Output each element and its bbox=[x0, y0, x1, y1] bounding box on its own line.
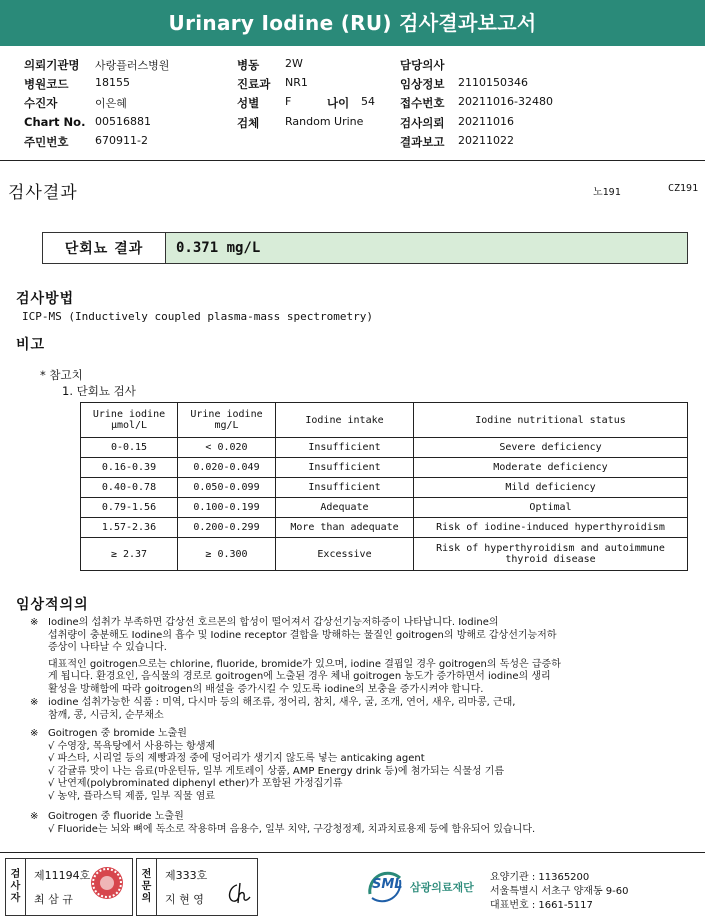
signature-icon bbox=[223, 881, 253, 907]
examiner-label: 검 사 자 bbox=[6, 859, 26, 915]
age-label: 나이 bbox=[327, 96, 350, 110]
sig-line: 대표적인 goitrogen으로는 chlorine, fluoride, bromide가 있으며, iodine 결핍일 경우 goitrogen의 독성은 급증하 bbox=[48, 658, 561, 670]
sig-list-item: √ 수영장, 목욕탕에서 사용하는 항생제 bbox=[48, 740, 216, 752]
note-mark: ※ bbox=[30, 728, 39, 739]
cell-intake: Insufficient bbox=[276, 438, 414, 458]
note-mark: ※ bbox=[30, 811, 39, 822]
receipt-label: 접수번호 bbox=[400, 96, 445, 110]
rrn-label: 주민번호 bbox=[24, 135, 69, 149]
cell-umol: 1.57-2.36 bbox=[81, 518, 178, 538]
cell-mg: 0.020-0.049 bbox=[178, 458, 276, 478]
cell-status: Moderate deficiency bbox=[414, 458, 688, 478]
cell-mg: 0.200-0.299 bbox=[178, 518, 276, 538]
cell-mg: 0.100-0.199 bbox=[178, 498, 276, 518]
significance-paragraph-4 bbox=[30, 811, 535, 836]
cell-intake: Adequate bbox=[276, 498, 414, 518]
cell-umol: 0-0.15 bbox=[81, 438, 178, 458]
header-mg: Urine iodine mg/L bbox=[178, 403, 276, 438]
table-row bbox=[81, 518, 688, 538]
cell-intake: Excessive bbox=[276, 538, 414, 571]
reference-header-row bbox=[81, 403, 688, 438]
reference-table bbox=[80, 402, 688, 571]
org-address: 서울특별시 서초구 양재동 9-60 bbox=[490, 886, 629, 897]
result-box bbox=[42, 232, 688, 264]
chart-label: Chart No. bbox=[24, 115, 86, 129]
sig-line: Goitrogen 중 fluoride 노출원 bbox=[48, 811, 184, 822]
clinic-value: 2110150346 bbox=[458, 76, 528, 89]
sex-label: 성별 bbox=[237, 96, 260, 110]
sig-list-item: √ Fluoride는 뇌와 뼈에 독소로 작용하며 음용수, 일부 치약, 구강청정제, 치과치료용제 등에 함유되어 있습니다. bbox=[48, 823, 536, 835]
chart-value: 00516881 bbox=[95, 115, 151, 128]
hospital-label: 의뢰기관명 bbox=[24, 58, 80, 72]
code-label: 병원코드 bbox=[24, 77, 69, 91]
patient-value: 이은혜 bbox=[95, 97, 127, 110]
report-date-value: 20211022 bbox=[458, 134, 514, 147]
dept-value: NR1 bbox=[285, 76, 308, 89]
sig-line: Goitrogen 중 bromide 노출원 bbox=[48, 728, 187, 739]
significance-paragraph-2 bbox=[30, 697, 515, 722]
table-row bbox=[81, 538, 688, 571]
cell-intake: Insufficient bbox=[276, 458, 414, 478]
clinic-label: 임상정보 bbox=[400, 77, 445, 91]
specialist-label: 전 문 의 bbox=[137, 859, 157, 915]
examiner-number: 제11194호 bbox=[34, 869, 91, 882]
result-label: 단회뇨 결과 bbox=[43, 233, 166, 263]
cell-mg: ≥ 0.300 bbox=[178, 538, 276, 571]
sig-list-item: √ 파스타, 시리얼 등의 제빵과정 중에 덩어리가 생기지 않도록 넣는 anticaking agent bbox=[48, 753, 425, 764]
reference-title: * 참고치 bbox=[40, 368, 83, 382]
sig-line: 섭취량이 충분해도 Iodine의 흡수 및 Iodine receptor 결합을 방해하는 물질인 goitrogen의 방해로 갑상선기능저하 bbox=[48, 629, 557, 641]
cell-umol: 0.79-1.56 bbox=[81, 498, 178, 518]
cell-status: Severe deficiency bbox=[414, 438, 688, 458]
org-code: 요양기관 : 11365200 bbox=[490, 872, 590, 883]
table-row bbox=[81, 478, 688, 498]
method-text: ICP-MS (Inductively coupled plasma-mass spectrometry) bbox=[22, 310, 373, 323]
cell-umol: ≥ 2.37 bbox=[81, 538, 178, 571]
reference-subtitle: 1. 단회뇨 검사 bbox=[62, 384, 136, 398]
method-heading: 검사방법 bbox=[16, 291, 75, 307]
dept-label: 진료과 bbox=[237, 77, 271, 91]
remarks-heading: 비고 bbox=[16, 337, 46, 353]
ward-value: 2W bbox=[285, 57, 303, 70]
cell-mg: < 0.020 bbox=[178, 438, 276, 458]
sig-line: 게 됩니다. 환경요인, 음식물의 경로로 goitrogen에 노출된 경우 체내 goitrogen 농도가 증가하면서 iodine의 생리 bbox=[48, 671, 551, 682]
cell-status: Optimal bbox=[414, 498, 688, 518]
specimen-value: Random Urine bbox=[285, 115, 364, 128]
examiner-name: 최 삼 규 bbox=[34, 893, 73, 906]
header-intake: Iodine intake bbox=[276, 403, 414, 438]
patient-info-block bbox=[0, 52, 705, 162]
org-phone: 대표번호 : 1661-5117 bbox=[490, 900, 593, 911]
request-label: 검사의뢰 bbox=[400, 116, 445, 130]
cell-intake: Insufficient bbox=[276, 478, 414, 498]
sig-line: 활성을 방해함에 따라 goitrogen의 배설을 증가시킬 수 있도록 iodine의 보충을 증가시켜야 합니다. bbox=[48, 683, 484, 695]
sex-value: F bbox=[285, 95, 292, 108]
cell-status: Risk of iodine-induced hyperthyroidism bbox=[414, 518, 688, 538]
seal-center bbox=[100, 876, 114, 890]
patient-label: 수진자 bbox=[24, 96, 58, 110]
age-value: 54 bbox=[361, 95, 375, 108]
note-mark: ※ bbox=[30, 697, 39, 708]
report-title-banner: Urinary Iodine (RU) 검사결과보고서 bbox=[0, 0, 705, 46]
cell-umol: 0.40-0.78 bbox=[81, 478, 178, 498]
code-value: 18155 bbox=[95, 76, 130, 89]
cell-intake: More than adequate bbox=[276, 518, 414, 538]
cell-mg: 0.050-0.099 bbox=[178, 478, 276, 498]
sig-line: 증상이 나타날 수 있습니다. bbox=[48, 642, 167, 653]
hospital-value: 사랑플러스병원 bbox=[95, 59, 170, 72]
sig-line: 참깨, 콩, 시금치, 순무채소 bbox=[48, 709, 164, 721]
organization-name: 삼광의료재단 bbox=[410, 881, 474, 894]
sig-list-item: √ 난연제(polybrominated diphenyl ether)가 포함된 가정집기류 bbox=[48, 778, 343, 789]
result-heading: 검사결과 bbox=[8, 183, 78, 203]
doctor-label: 담당의사 bbox=[400, 58, 445, 72]
header-status: Iodine nutritional status bbox=[414, 403, 688, 438]
table-row bbox=[81, 498, 688, 518]
rrn-value: 670911-2 bbox=[95, 134, 148, 147]
specialist-number: 제333호 bbox=[165, 869, 208, 882]
sig-list-item: √ 감귤류 맛이 나는 음료(마운틴듀, 일부 게토레이 상품, AMP Energy drink 등)에 첨가되는 식물성 기름 bbox=[48, 765, 505, 777]
result-code-a: 노191 bbox=[593, 187, 621, 198]
result-code-b: CZ191 bbox=[668, 183, 699, 194]
table-row bbox=[81, 458, 688, 478]
cell-umol: 0.16-0.39 bbox=[81, 458, 178, 478]
significance-heading: 임상적의의 bbox=[16, 597, 89, 613]
sig-line: iodine 섭취가능한 식품 : 미역, 다시마 등의 해조류, 정어리, 참치, 새우, 굴, 조개, 연어, 새우, 리마콩, 근대, bbox=[48, 697, 516, 708]
specialist-box bbox=[136, 858, 258, 916]
significance-paragraph-1 bbox=[30, 617, 561, 696]
note-mark: ※ bbox=[30, 617, 39, 628]
header-umol: Urine iodine μmol/L bbox=[81, 403, 178, 438]
sig-list-item: √ 농약, 플라스틱 제품, 일부 직물 염료 bbox=[48, 790, 216, 802]
cell-status: Risk of hyperthyroidism and autoimmune thyroid disease bbox=[414, 538, 688, 571]
specialist-name: 지 현 영 bbox=[165, 893, 204, 906]
cell-status: Mild deficiency bbox=[414, 478, 688, 498]
sml-logo-text: SML bbox=[372, 877, 403, 892]
table-row bbox=[81, 438, 688, 458]
specimen-label: 검체 bbox=[237, 116, 260, 130]
request-value: 20211016 bbox=[458, 115, 514, 128]
report-date-label: 결과보고 bbox=[400, 135, 445, 149]
info-divider bbox=[0, 160, 705, 161]
sig-line: Iodine의 섭취가 부족하면 갑상선 호르몬의 합성이 떨어져서 갑상선기능저하증이 나타납니다. Iodine의 bbox=[48, 617, 499, 628]
result-value: 0.371 mg/L bbox=[166, 233, 687, 263]
ward-label: 병동 bbox=[237, 58, 260, 72]
significance-paragraph-3 bbox=[30, 728, 504, 803]
receipt-value: 20211016-32480 bbox=[458, 95, 553, 108]
